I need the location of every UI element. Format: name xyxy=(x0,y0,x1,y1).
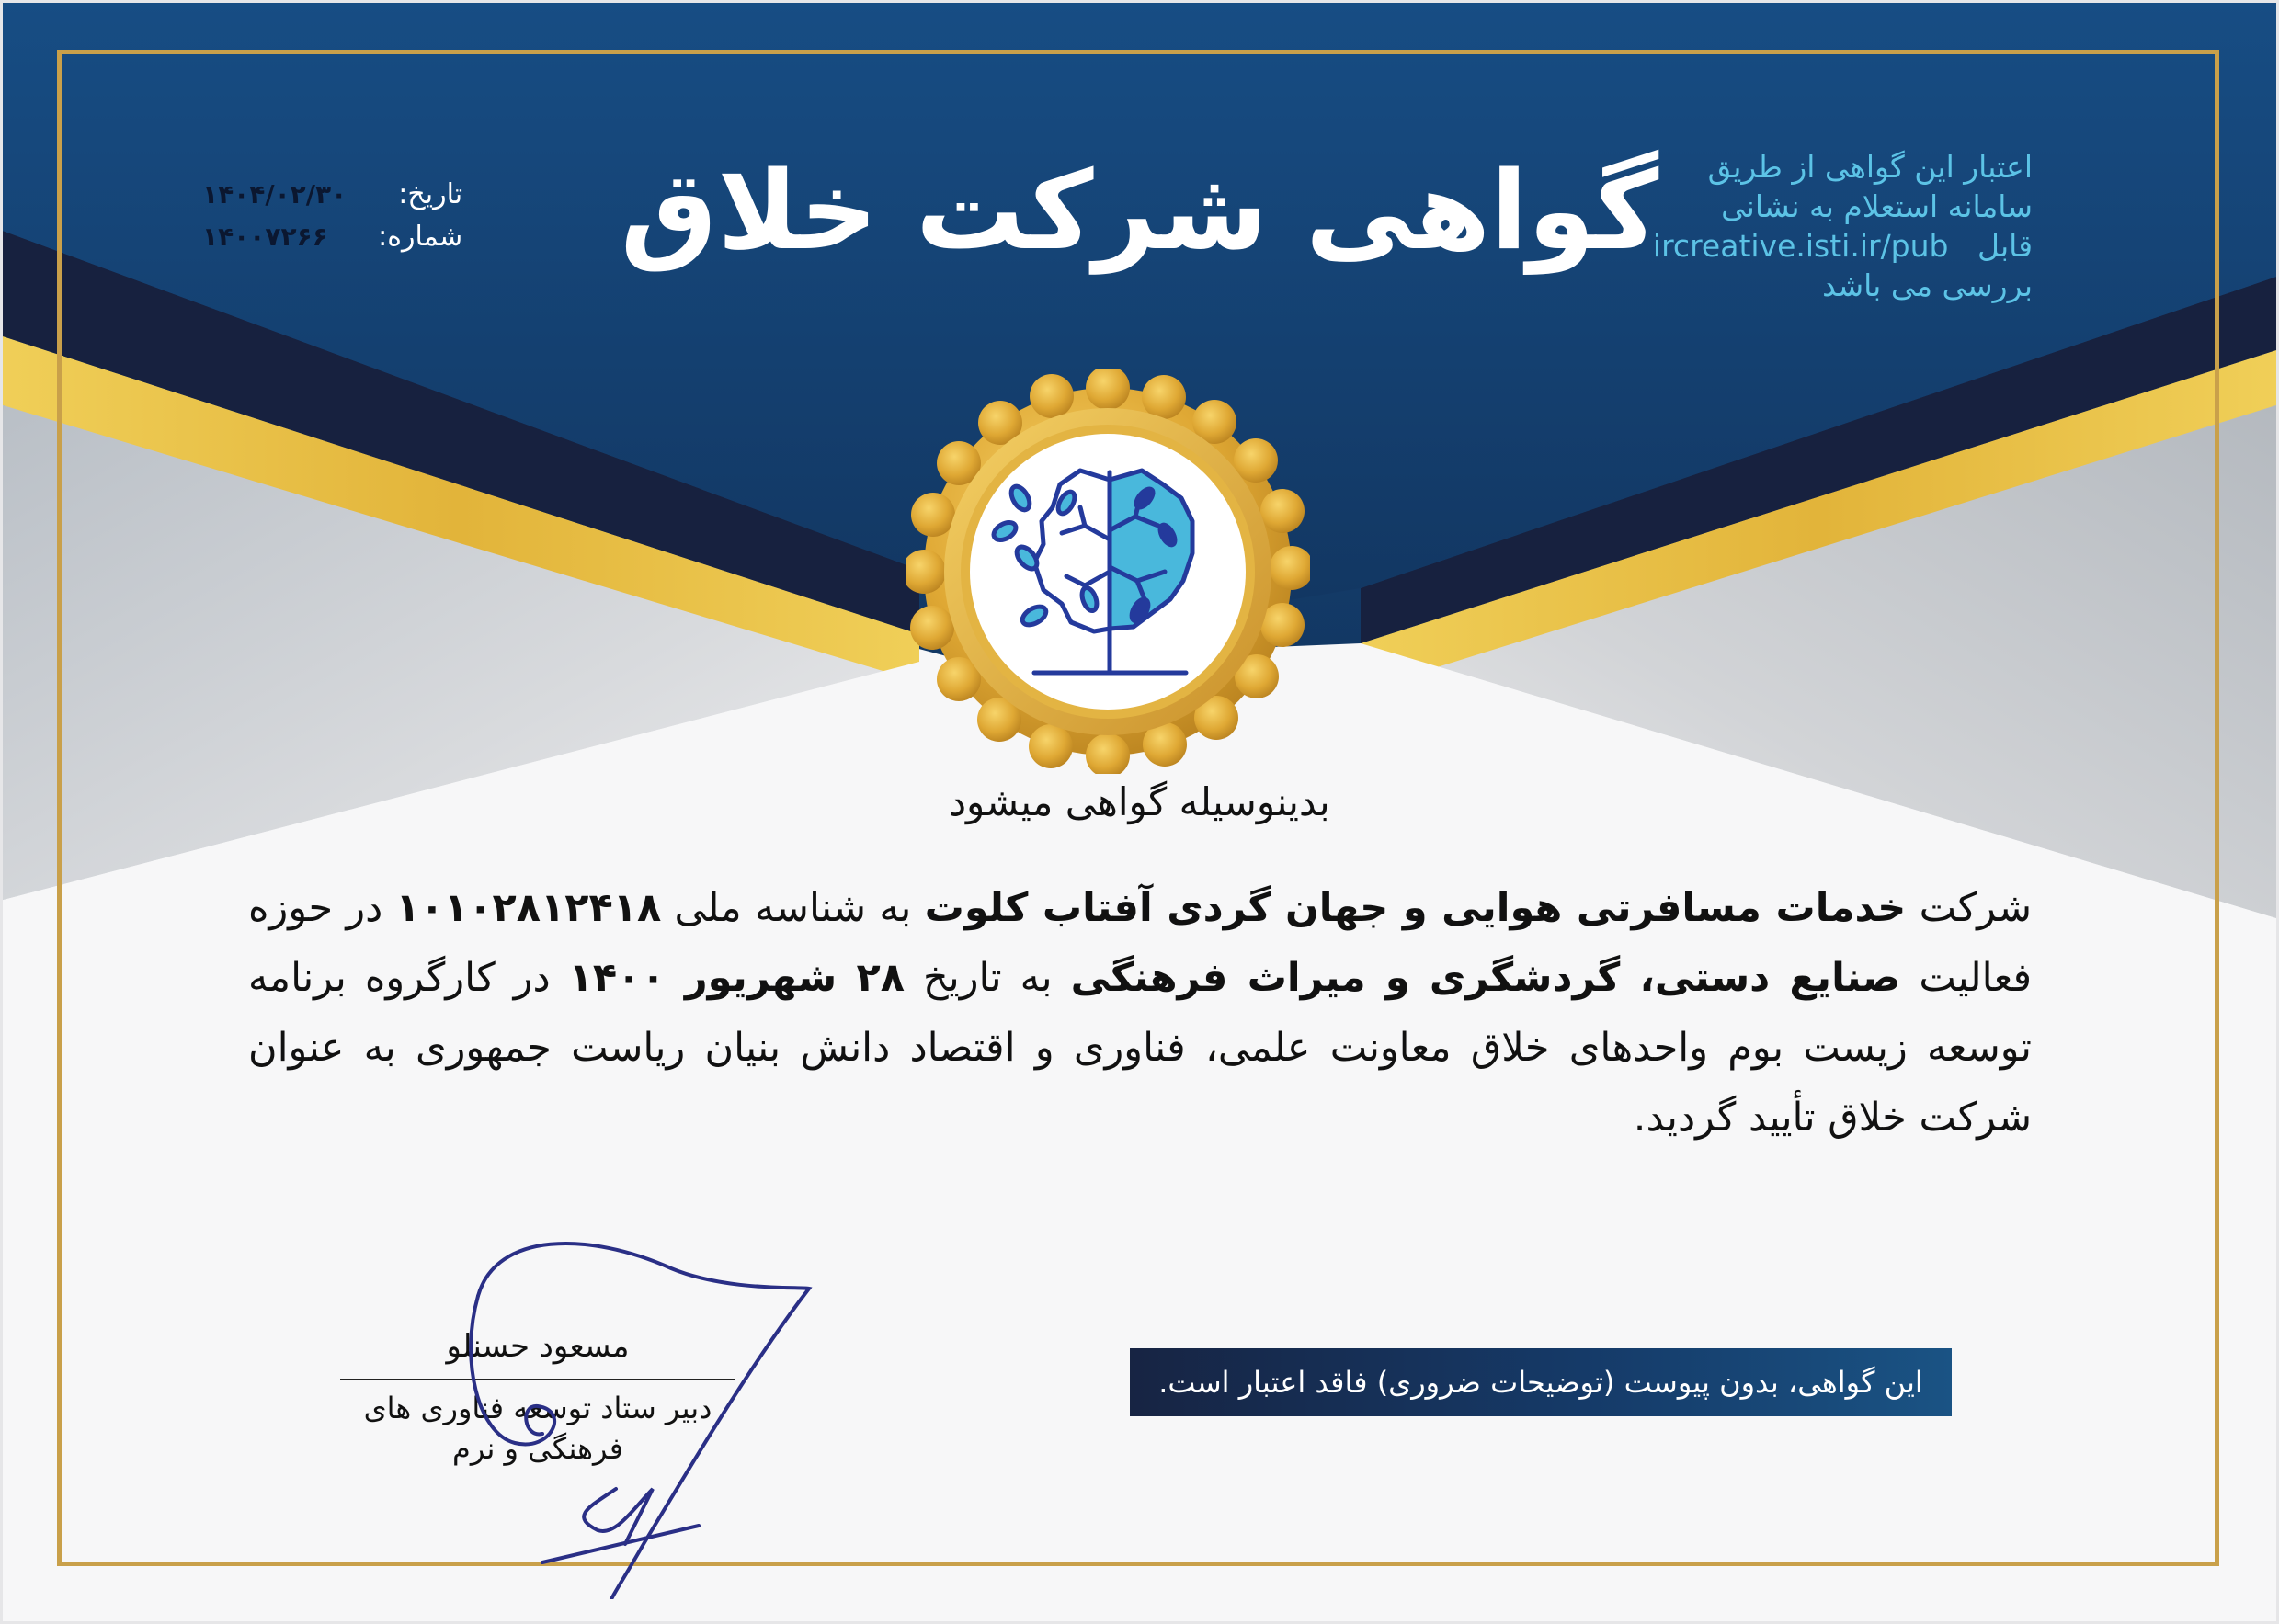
approval-date: ۲۸ شهریور ۱۴۰۰ xyxy=(568,955,905,1001)
body-part-4: به تاریخ xyxy=(923,955,1053,1001)
body-part-1: شرکت xyxy=(1919,885,2033,931)
activity-field: صنایع دستی، گردشگری و میراث فرهنگی xyxy=(1070,955,1901,1001)
verify-line-3 xyxy=(1647,226,2033,266)
verification-note xyxy=(1647,147,2033,305)
signer-title-line-1: دبیر ستاد توسعه فناوری های xyxy=(363,1391,712,1425)
signer-name: مسعود حسنلو xyxy=(446,1328,630,1365)
national-id: ۱۰۱۰۲۸۱۲۴۱۸ xyxy=(395,885,662,931)
body-part-3: در حوزه فعالیت xyxy=(248,885,2033,1001)
certification-intro: بدینوسیله گواهی میشود xyxy=(949,779,1330,824)
date-label: تاریخ: xyxy=(398,178,463,210)
verify-line-4: بررسی می باشد xyxy=(1822,267,2033,303)
verify-url-link[interactable]: ircreative.isti.ir/pub xyxy=(1652,228,1949,264)
number-value: ۱۴۰۰۷۲۶۶ xyxy=(202,221,328,252)
number-label: شماره: xyxy=(378,221,463,253)
disclaimer-banner: این گواهی، بدون پیوست (توضیحات ضروری) فاقد اعتبار است. xyxy=(1130,1348,1952,1416)
certificate-body xyxy=(248,873,2032,1153)
signature-line xyxy=(340,1379,735,1380)
signer-block xyxy=(340,1323,735,1469)
body-part-2: به شناسه ملی xyxy=(674,885,912,931)
signer-title-line-2: فرهنگی و نرم xyxy=(452,1431,623,1466)
verify-line-2: سامانه استعلام به نشانی xyxy=(1721,188,2033,224)
verify-suffix: قابل xyxy=(1977,228,2033,264)
gold-seal xyxy=(906,369,1310,774)
body-part-5: در کارگروه برنامه توسعه زیست بوم واحدهای خلاق معاونت علمی، فناوری و اقتصاد دانش بنیان ریاست جمهوری به عنوان شرکت خلاق تأیید گردید. xyxy=(248,955,2032,1141)
verify-line-1: اعتبار این گواهی از طریق xyxy=(1707,149,2033,185)
company-name: خدمات مسافرتی هوایی و جهان گردی آفتاب کلوت xyxy=(924,885,1907,931)
certificate-title: گواهی شرکت خلاق xyxy=(620,147,1659,274)
date-value: ۱۴۰۴/۰۲/۳۰ xyxy=(202,179,348,210)
